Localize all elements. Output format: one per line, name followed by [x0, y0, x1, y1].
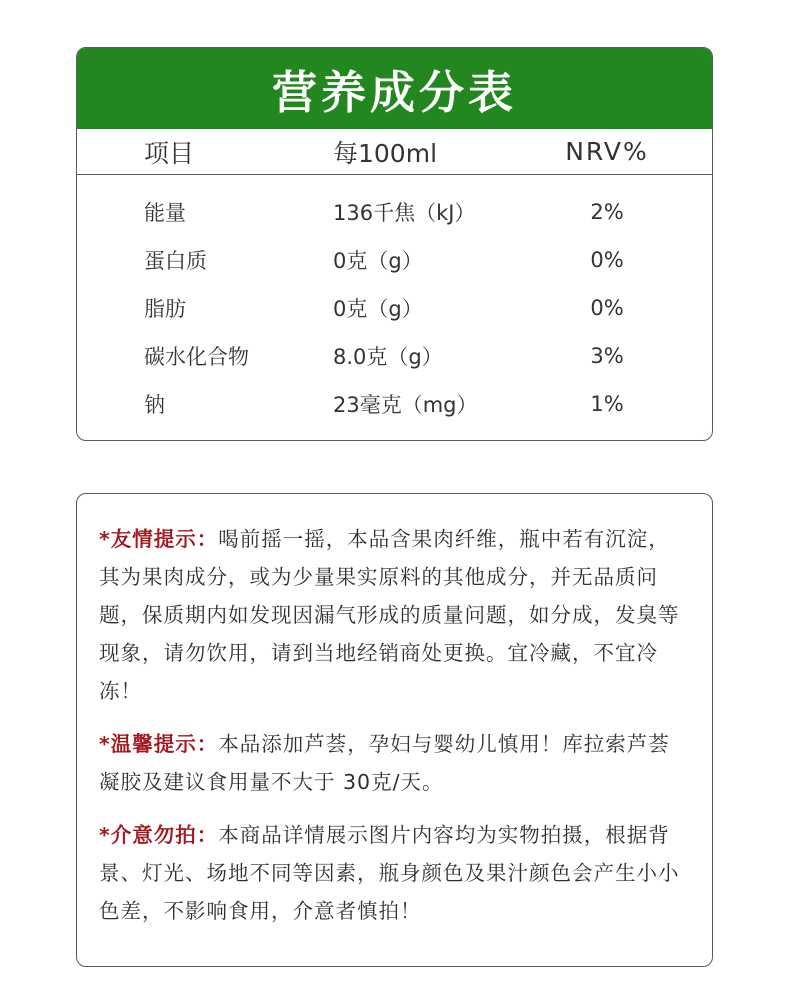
row-item: 碳水化合物: [144, 345, 249, 369]
friendly-tip: [99, 520, 690, 710]
disclaimer-tip-label: *介意勿拍：: [99, 823, 219, 847]
table-row: [77, 236, 712, 284]
nutrition-title-bar: [77, 48, 712, 129]
disclaimer-tip: [99, 816, 690, 930]
friendly-tip-label: *友情提示：: [99, 527, 219, 551]
disclaimer-tip-text: 本商品详情展示图片内容均为实物拍摄，根据背景、灯光、场地不同等因素，瓶身颜色及果汁颜色会产生小小色差，不影响食用，介意者慎拍！: [99, 823, 680, 923]
row-nrv: 2%: [590, 200, 624, 224]
notes-box: [76, 493, 713, 967]
warm-tip-label: *温馨提示：: [99, 732, 219, 756]
table-row: [77, 332, 712, 380]
table-body: [77, 175, 712, 428]
row-nrv: 0%: [590, 248, 624, 272]
row-nrv: 0%: [590, 296, 624, 320]
row-per100: 8.0克（g）: [333, 345, 443, 369]
row-per100: 23毫克（mg）: [333, 393, 478, 417]
warm-tip: [99, 725, 690, 801]
row-item: 脂肪: [144, 297, 186, 321]
row-per100: 136千焦（kJ）: [333, 201, 476, 225]
header-item: 项目: [144, 138, 195, 168]
row-per100: 0克（g）: [333, 297, 423, 321]
nutrition-title: 营养成分表: [271, 66, 517, 119]
nutrition-table: [76, 47, 713, 441]
row-per100: 0克（g）: [333, 249, 423, 273]
table-header: [77, 129, 712, 175]
row-nrv: 1%: [590, 392, 624, 416]
header-nrv: NRV%: [565, 137, 649, 166]
header-per100: 每100ml: [333, 138, 438, 168]
row-item: 钠: [144, 393, 165, 417]
row-item: 蛋白质: [144, 249, 207, 273]
table-row: [77, 380, 712, 428]
row-nrv: 3%: [590, 344, 624, 368]
row-item: 能量: [144, 201, 186, 225]
warm-tip-text: 本品添加芦荟，孕妇与婴幼儿慎用！库拉索芦荟凝胶及建议食用量不大于 30克/天。: [99, 732, 670, 794]
table-row: [77, 284, 712, 332]
friendly-tip-text: 喝前摇一摇，本品含果肉纤维，瓶中若有沉淀，其为果肉成分，或为少量果实原料的其他成分，并无品质问题，保质期内如发现因漏气形成的质量问题，如分成，发臭等现象，请勿饮用，请到当地经销商处更换。宜冷藏，不宜冷冻！: [99, 527, 680, 703]
table-row: [77, 188, 712, 236]
